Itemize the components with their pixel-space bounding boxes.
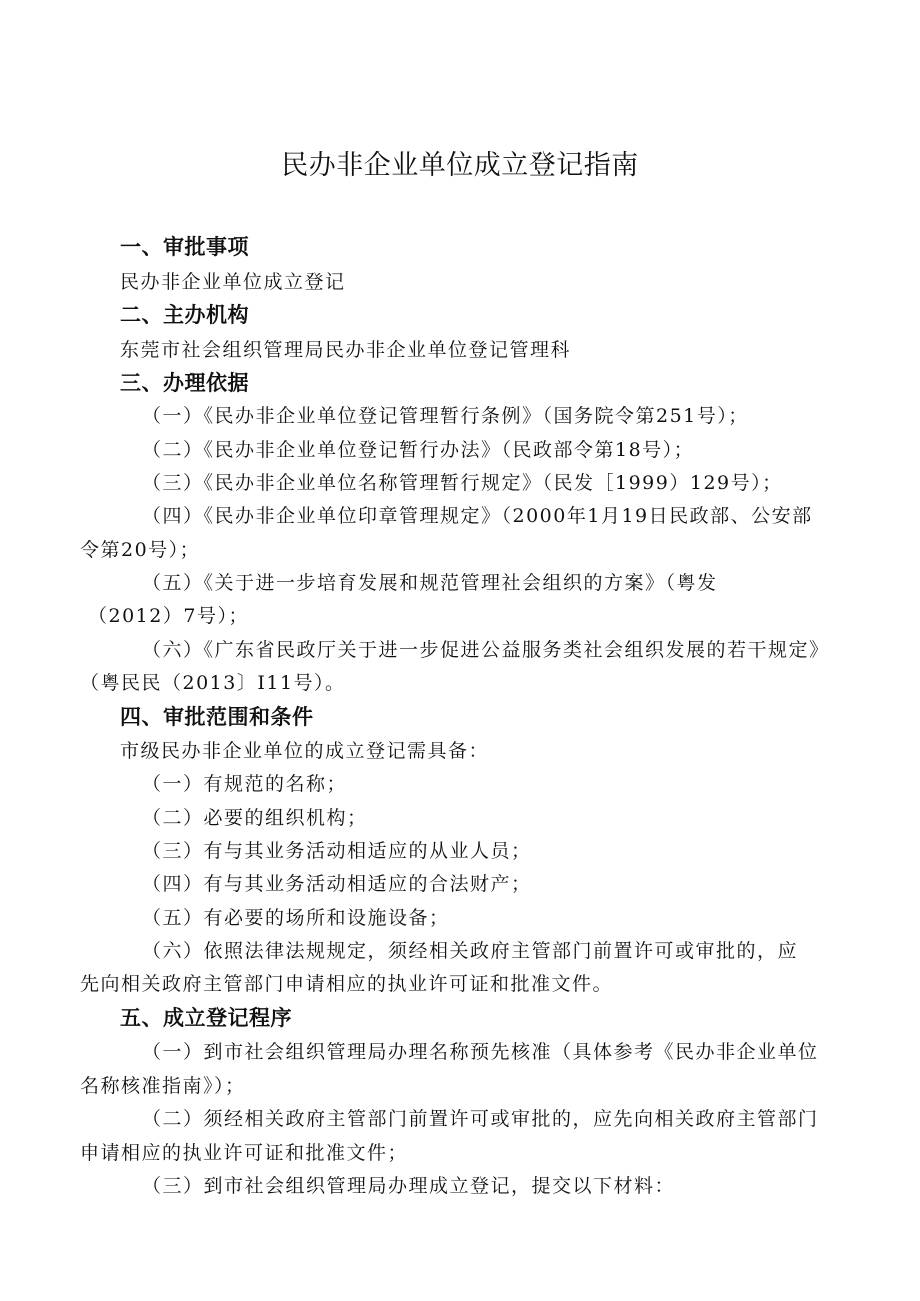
condition-item-continuation: 先向相关政府主管部门申请相应的执业许可证和批准文件。	[80, 973, 614, 995]
scope-conditions-intro: 市级民办非企业单位的成立登记需具备：	[120, 740, 490, 762]
legal-basis-item: （二）《民办非企业单位登记暂行办法》（民政部令第18号）；	[142, 439, 695, 461]
section-body-approval-item: 民办非企业单位成立登记	[120, 271, 346, 293]
section-body-host-agency: 东莞市社会组织管理局民办非企业单位登记管理科	[120, 339, 572, 361]
procedure-item-continuation: 名称核准指南》）；	[80, 1075, 246, 1097]
condition-item: （一）有规范的名称；	[142, 773, 348, 795]
section-heading-approval-item: 一、审批事项	[120, 235, 249, 259]
condition-item: （六）依照法律法规规定，须经相关政府主管部门前置许可或审批的，应	[142, 940, 799, 962]
document-title: 民办非企业单位成立登记指南	[281, 150, 639, 181]
section-heading-legal-basis: 三、办理依据	[120, 371, 249, 395]
section-heading-host-agency: 二、主办机构	[120, 303, 249, 327]
procedure-item: （二）须经相关政府主管部门前置许可或审批的，应先向相关政府主管部门	[142, 1108, 819, 1130]
section-heading-procedure: 五、成立登记程序	[120, 1006, 292, 1030]
procedure-item: （三）到市社会组织管理局办理成立登记，提交以下材料：	[142, 1175, 676, 1197]
condition-item: （四）有与其业务活动相适应的合法财产；	[142, 873, 532, 895]
procedure-item: （一）到市社会组织管理局办理名称预先核准（具体参考《民办非企业单位	[142, 1041, 819, 1063]
legal-basis-item-continuation: （2012）7号）；	[88, 605, 249, 627]
legal-basis-item: （四）《民办非企业单位印章管理规定》（2000年1月19日民政部、公安部	[142, 505, 813, 527]
legal-basis-item: （一）《民办非企业单位登记管理暂行条例》（国务院令第251号）；	[142, 405, 749, 427]
legal-basis-item: （五）《关于进一步培育发展和规范管理社会组织的方案》（粤发	[142, 572, 718, 594]
section-heading-scope-conditions: 四、审批范围和条件	[120, 705, 314, 729]
condition-item: （五）有必要的场所和设施设备；	[142, 907, 450, 929]
legal-basis-item: （六）《广东省民政厅关于进一步促进公益服务类社会组织发展的若干规定》	[142, 639, 830, 661]
condition-item: （三）有与其业务活动相适应的从业人员；	[142, 840, 532, 862]
procedure-item-continuation: 申请相应的执业许可证和批准文件；	[80, 1142, 409, 1164]
condition-item: （二）必要的组织机构；	[142, 807, 368, 829]
legal-basis-item-continuation: 令第20号）；	[80, 539, 201, 561]
legal-basis-item: （三）《民办非企业单位名称管理暂行规定》（民发［1999）129号）；	[142, 472, 783, 494]
legal-basis-item-continuation: （粤民民（2013〕I11号）。	[80, 672, 346, 694]
